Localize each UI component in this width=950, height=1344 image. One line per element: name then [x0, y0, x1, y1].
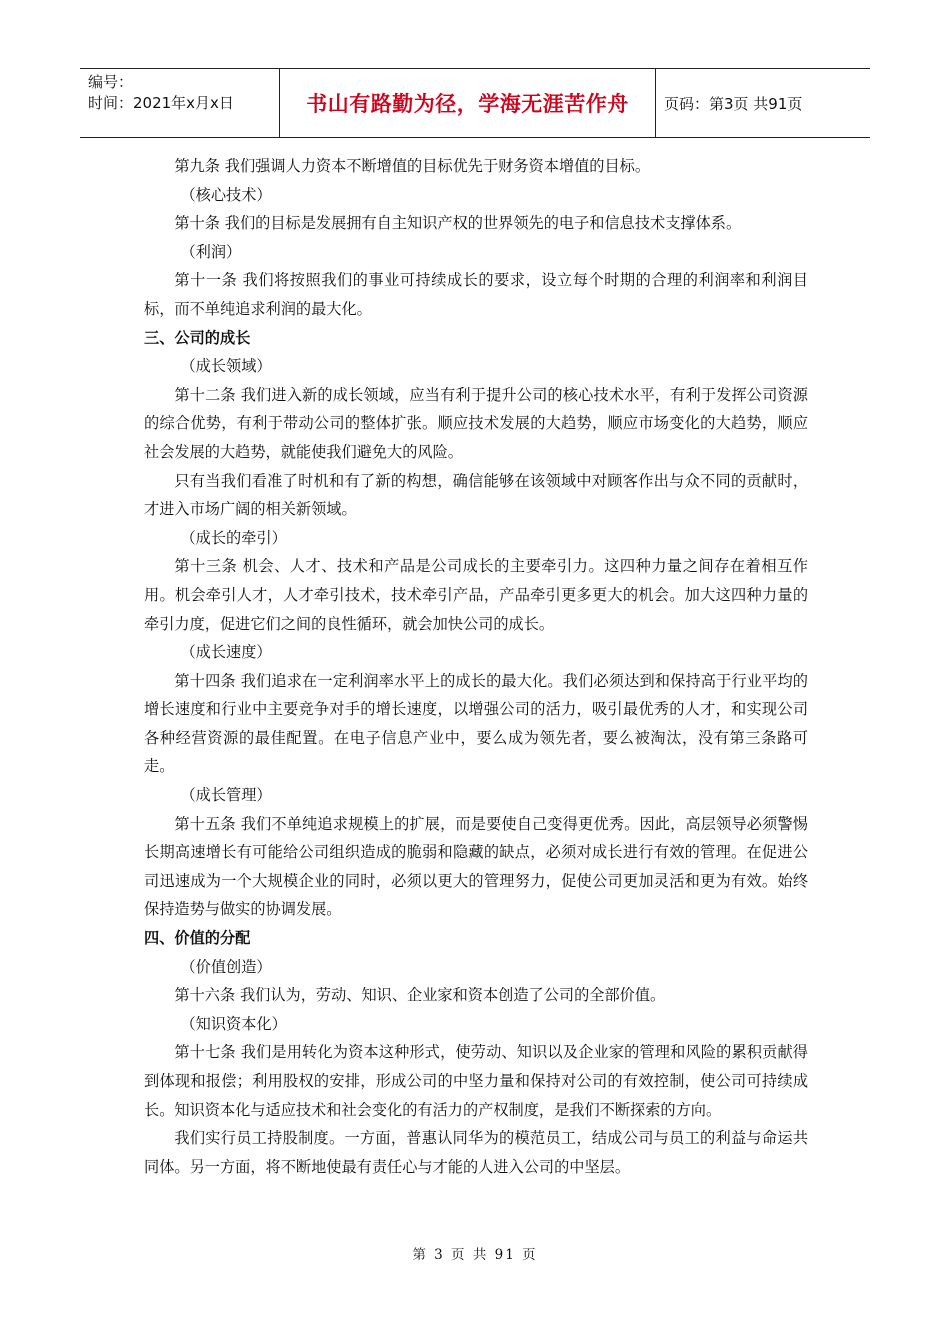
header-page-code: 页码：第3页 共91页: [664, 94, 803, 113]
section-heading: 三、公司的成长: [144, 328, 251, 347]
paragraph: 第十三条 机会、人才、技术和产品是公司成长的主要牵引力。这四种力量之间存在着相互作用。机会牵引人才，人才牵引技术，技术牵引产品，产品牵引更多更大的机会。加大这四种力量的牵引力度，促进它们之间的良性循环，就会加快公司的成长。: [144, 557, 808, 633]
paragraph: 第十四条 我们追求在一定利润率水平上的成长的最大化。我们必须达到和保持高于行业平均的增长速度和行业中主要竞争对手的增长速度，以增强公司的活力，吸引最优秀的人才，和实现公司各种经营资源的最佳配置。在电子信息产业中，要么成为领先者，要么被淘汰，没有第三条路可走。: [144, 671, 808, 776]
subsection-label: （价值创造）: [180, 957, 272, 976]
page-footer: 第 3 页 共 91 页: [412, 1247, 538, 1263]
date-label: 时间：2021年x月x日: [88, 94, 234, 112]
paragraph: 第十七条 我们是用转化为资本这种形式，使劳动、知识以及企业家的管理和风险的累积贡献得到体现和报偿；利用股权的安排，形成公司的中坚力量和保持对公司的有效控制，使公司可持续成长。知识资本化与适应技术和社会变化的有活力的产权制度，是我们不断探索的方向。: [144, 1043, 808, 1119]
section-heading: 四、价值的分配: [144, 929, 251, 948]
paragraph: 第十二条 我们进入新的成长领域，应当有利于提升公司的核心技术水平，有利于发挥公司资源的综合优势，有利于带动公司的整体扩张。顺应技术发展的大趋势，顺应市场变化的大趋势，顺应社会发展的大趋势，就能使我们避免大的风险。: [144, 385, 808, 461]
subsection-label: （成长的牵引）: [180, 528, 287, 547]
paragraph: 只有当我们看准了时机和有了新的构想，确信能够在该领域中对顾客作出与众不同的贡献时，才进入市场广阔的相关新领域。: [144, 471, 808, 519]
subsection-label: （成长管理）: [180, 786, 272, 805]
header-info-cell: [80, 69, 280, 137]
paragraph: 第九条 我们强调人力资本不断增值的目标优先于财务资本增值的目标。: [174, 157, 651, 175]
subsection-label: （核心技术）: [180, 185, 272, 204]
number-label: 编号：: [88, 73, 134, 91]
paragraph: 我们实行员工持股制度。一方面，普惠认同华为的模范员工，结成公司与员工的利益与命运共同体。另一方面，将不断地使最有责任心与才能的人进入公司的中坚层。: [144, 1129, 808, 1176]
subsection-label: （成长领域）: [180, 357, 272, 376]
subsection-label: （利润）: [180, 242, 242, 261]
document-body: [144, 152, 808, 1181]
paragraph: 第十条 我们的目标是发展拥有自主知识产权的世界领先的电子和信息技术支撑体系。: [174, 214, 742, 233]
paragraph: 第十一条 我们将按照我们的事业可持续成长的要求，设立每个时期的合理的利润率和利润目标，而不单纯追求利润的最大化。: [144, 271, 808, 318]
subsection-label: （成长速度）: [180, 643, 272, 662]
page-header: [80, 68, 870, 138]
header-motto: 书山有路勤为径，学海无涯苦作舟: [280, 69, 656, 137]
paragraph: 第十六条 我们认为，劳动、知识、企业家和资本创造了公司的全部价值。: [174, 986, 666, 1005]
paragraph: 第十五条 我们不单纯追求规模上的扩展，而是要使自己变得更优秀。因此，高层领导必须警惕长期高速增长有可能给公司组织造成的脆弱和隐藏的缺点，必须对成长进行有效的管理。在促进公司迅速成为一个大规模企业的同时，必须以更大的管理努力，促使公司更加灵活和更为有效。始终保持造势与做实的协调发展。: [144, 814, 808, 919]
subsection-label: （知识资本化）: [180, 1014, 287, 1033]
